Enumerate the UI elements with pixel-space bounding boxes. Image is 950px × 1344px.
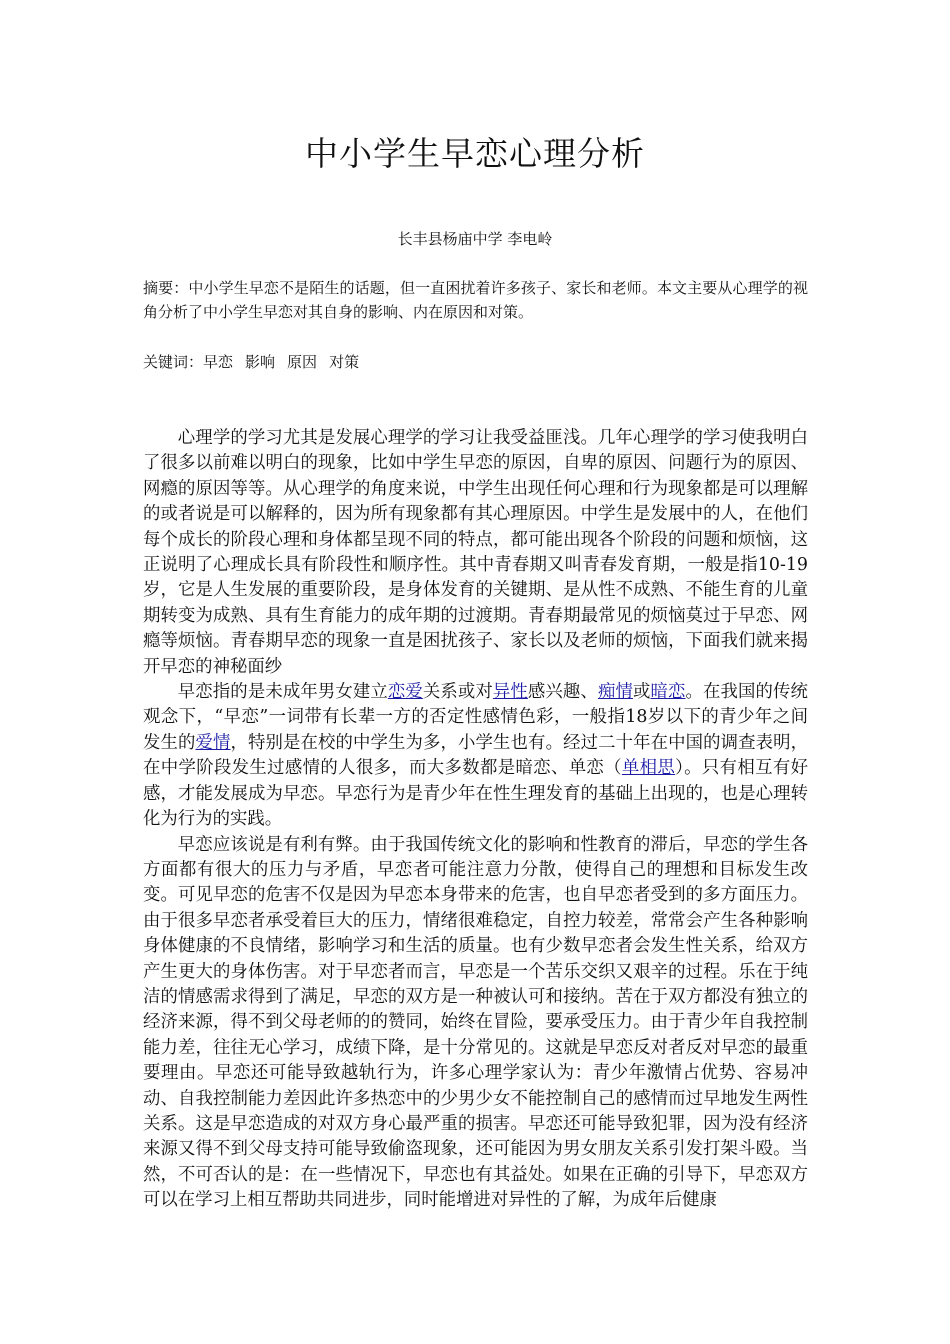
abstract-paragraph: 摘要：中小学生早恋不是陌生的话题，但一直困扰着许多孩子、家长和老师。本文主要从心理学的视角分析了中小学生早恋对其自身的影响、内在原因和对策。 [143,279,808,321]
body-paragraph-1: 心理学的学习尤其是发展心理学的学习让我受益匪浅。几年心理学的学习使我明白了很多以前难以明白的现象，比如中学生早恋的原因，自卑的原因、问题行为的原因、网瘾的原因等等。从心理学的角度来说，中学生出现任何心理和行为现象都是可以理解的或者说是可以解释的，因为所有现象都有其心理原因。中学生是发展中的人，在他们每个成长的阶段心理和身体都呈现不同的特点，都可能出现各个阶段的问题和烦恼，这正说明了心理成长具有阶段性和顺序性。其中青春期又叫青春发育期，一般是指10-19岁，它是人生发展的重要阶段，是身体发育的关键期、是从性不成熟、不能生育的儿童期转变为成熟、具有生育能力的成年期的过渡期。青春期最常见的烦恼莫过于早恋、网瘾等烦恼。青春期早恋的现象一直是困扰孩子、家长以及老师的烦恼，下面我们就来揭开早恋的神秘面纱 [143,428,808,677]
link-yixing[interactable]: 异性 [492,682,528,703]
link-lianai[interactable]: 恋爱 [387,682,423,703]
link-anlian[interactable]: 暗恋 [650,682,686,703]
body-paragraph-3: 早恋应该说是有利有弊。由于我国传统文化的影响和性教育的滞后，早恋的学生各方面都有很大的压力与矛盾，早恋者可能注意力分散，使得自己的理想和目标发生改变。可见早恋的危害不仅是因为早恋本身带来的危害，也自早恋者受到的多方面压力。由于很多早恋者承受着巨大的压力，情绪很难稳定，自控力较差，常常会产生各种影响身体健康的不良情绪，影响学习和生活的质量。也有少数早恋者会发生性关系，给双方产生更大的身体伤害。对于早恋者而言，早恋是一个苦乐交织又艰辛的过程。乐在于纯洁的情感需求得到了满足，早恋的双方是一种被认可和接纳。苦在于双方都没有独立的经济来源，得不到父母老师的的赞同，始终在冒险，要承受压力。由于青少年自我控制能力差，往往无心学习，成绩下降，是十分常见的。这就是早恋反对者反对早恋的最重要理由。早恋还可能导致越轨行为，许多心理学家认为：青少年激情占优势、容易冲动、自我控制能力差因此许多热恋中的少男少女不能控制自己的感情而过早地发生两性关系。这是早恋造成的对双方身心最严重的损害。早恋还可能导致犯罪，因为没有经济来源又得不到父母支持可能导致偷盗现象，还可能因为男女朋友关系引发打架斗殴。当然，不可否认的是：在一些情况下，早恋也有其益处。如果在正确的引导下，早恋双方可以在学习上相互帮助共同进步，同时能增进对异性的了解，为成年后健康 [143,834,808,1211]
paragraph-text: 或 [632,682,651,703]
paragraph-text: 关系或对 [422,682,493,703]
document-title: 中小学生早恋心理分析 [305,134,645,173]
paragraph-text: 。在我国的传统观念下，“早恋”一词带有长辈一方的否定性感情色彩，一般指18岁以下的青少年之间发生的 [143,682,808,753]
body-text [143,426,808,1214]
paragraph-text: 感兴趣、 [527,682,598,703]
paragraph-text: ）。只有相互有好感，才能发展成为早恋。早恋行为是青少年在性生理发育的基础上出现的，也是心理转化为行为的实践。 [143,758,808,830]
paragraph-text: 早恋指的是未成年男女建立 [177,682,388,703]
keywords-label: 关键词： [143,353,204,371]
keyword-term: 影响 [245,353,276,371]
keyword-term: 原因 [287,353,318,371]
author-line: 长丰县杨庙中学 李电岭 [397,230,553,248]
link-danxiangsi[interactable]: 单相思 [621,758,676,779]
body-paragraph-2 [143,680,808,832]
link-aiqing[interactable]: 爱情 [195,732,231,753]
keywords-line [143,350,808,374]
keyword-term: 对策 [329,353,360,371]
link-chiqing[interactable]: 痴情 [597,682,633,703]
paragraph-text: ，特别是在校的中学生为多，小学生也有。经过二十年在中国的调查表明，在中学阶段发生过感情的人很多，而大多数都是暗恋、单恋（ [143,732,808,779]
keyword-term: 早恋 [203,353,234,371]
